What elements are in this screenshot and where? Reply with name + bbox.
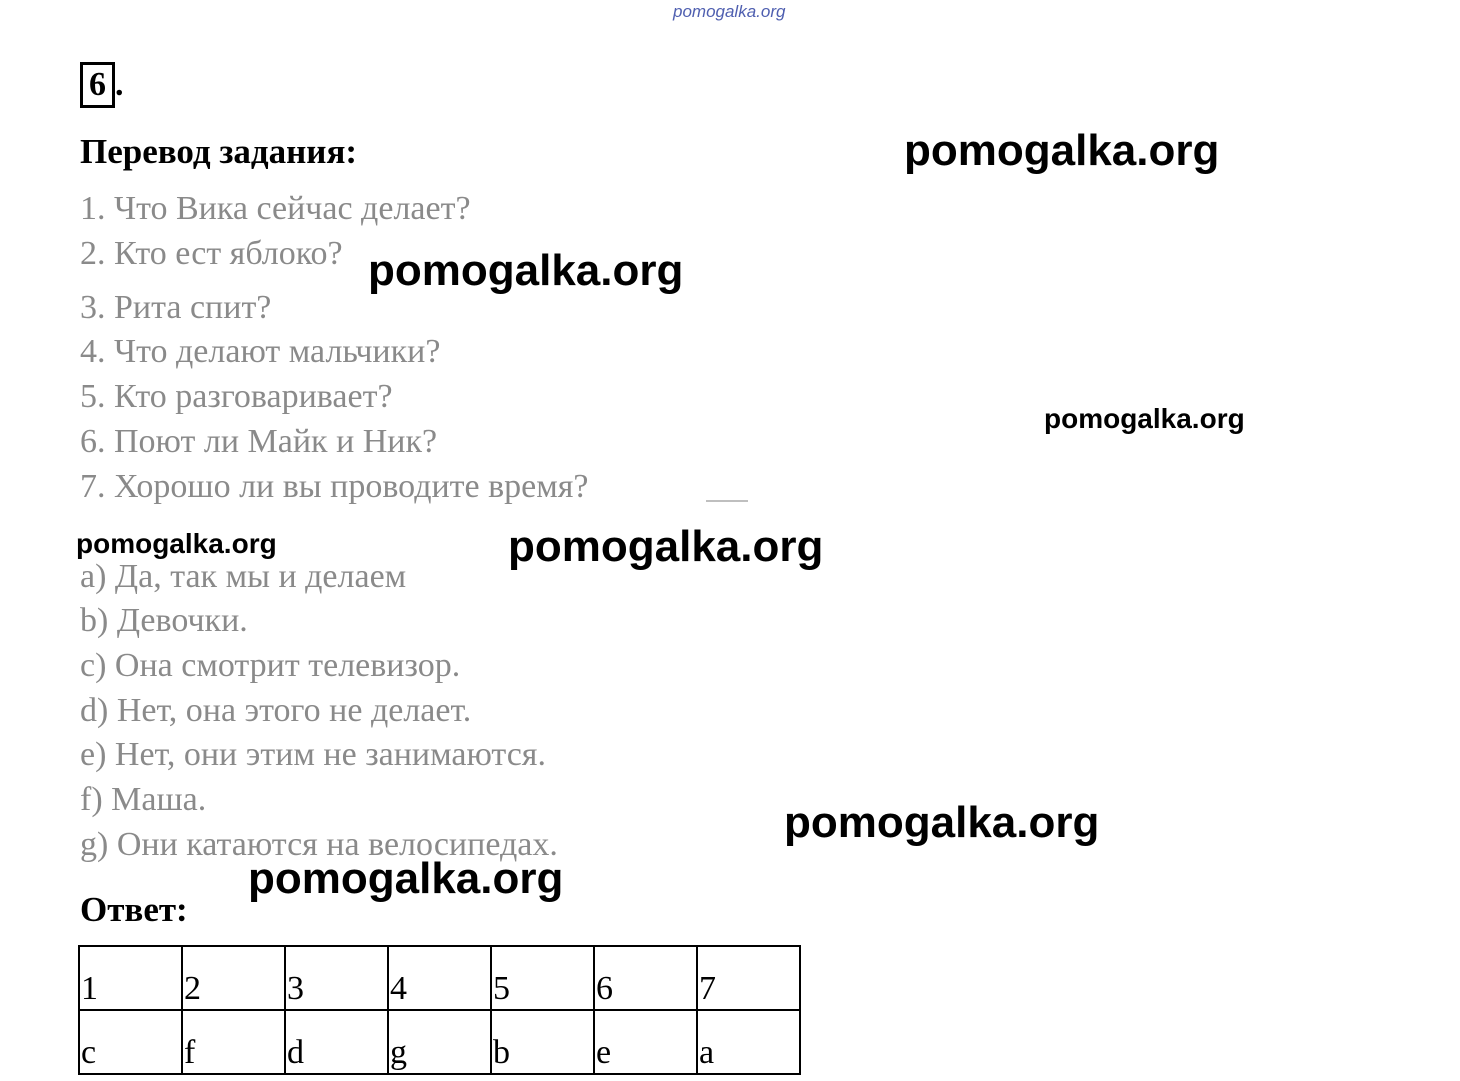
question-item: 3. Рита спит? [80,289,272,326]
table-cell: a [697,1010,800,1074]
table-cell: 7 [697,946,800,1010]
answer-heading: Ответ: [80,890,188,929]
answer-item: d) Нет, она этого не делает. [80,692,472,729]
question-item: 6. Поют ли Майк и Ник? [80,423,438,460]
question-item: 7. Хорошо ли вы проводите время? [80,468,589,505]
task-number [80,62,124,108]
question-item: 1. Что Вика сейчас делает? [80,190,471,227]
task-number-suffix: . [115,66,124,103]
table-cell: b [491,1010,594,1074]
question-item: 2. Кто ест яблоко? [80,235,343,272]
table-cell: 1 [79,946,182,1010]
table-row [79,946,800,1010]
answer-item: f) Маша. [80,781,207,818]
table-cell: g [388,1010,491,1074]
table-cell: 4 [388,946,491,1010]
table-cell: f [182,1010,285,1074]
answer-item: g) Они катаются на велосипедах. [80,826,558,863]
answer-item: c) Она смотрит телевизор. [80,647,461,684]
answer-item: b) Девочки. [80,602,248,639]
watermark: pomogalka.org [76,528,277,559]
top-site-watermark: pomogalka.org [673,2,786,21]
watermark: pomogalka.org [784,798,1100,847]
question-item: 4. Что делают мальчики? [80,333,441,370]
watermark: pomogalka.org [248,854,564,903]
faint-scan-mark [706,500,748,502]
answer-item: a) Да, так мы и делаем [80,558,407,595]
answer-table [78,945,801,1075]
answer-item: e) Нет, они этим не занимаются. [80,736,546,773]
table-cell: c [79,1010,182,1074]
table-cell: 2 [182,946,285,1010]
table-cell: e [594,1010,697,1074]
watermark: pomogalka.org [1044,403,1245,434]
table-row [79,1010,800,1074]
translation-heading: Перевод задания: [80,132,358,171]
table-cell: 3 [285,946,388,1010]
watermark: pomogalka.org [368,246,684,295]
table-cell: 5 [491,946,594,1010]
question-item: 5. Кто разговаривает? [80,378,393,415]
table-cell: 6 [594,946,697,1010]
table-cell: d [285,1010,388,1074]
task-number-box: 6 [80,62,115,108]
watermark: pomogalka.org [508,522,824,571]
watermark: pomogalka.org [904,126,1220,175]
